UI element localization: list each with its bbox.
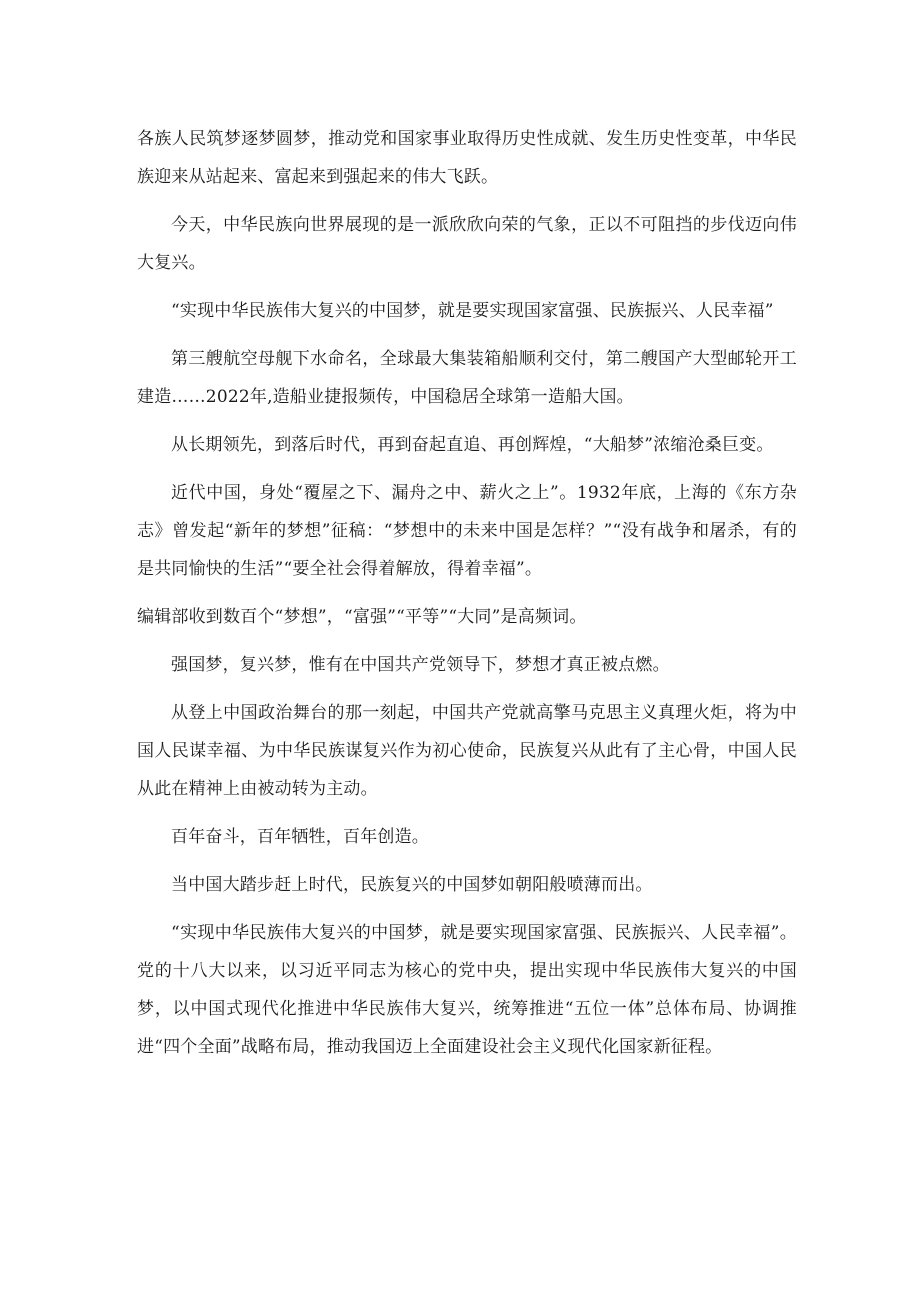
paragraph-8: 强国梦，复兴梦，惟有在中国共产党领导下，梦想才真正被点燃。 <box>171 655 670 675</box>
paragraph-1: 各族人民筑梦逐梦圆梦，推动党和国家事业取得历史性成就、发生历史性变革，中华民族迎来从站起来、富起来到强起来的伟大飞跃。 <box>137 129 797 187</box>
document-body <box>137 120 797 1076</box>
paragraph-2: 今天，中华民族向世界展现的是一派欣欣向荣的气象，正以不可阻挡的步伐迈向伟大复兴。 <box>137 215 797 273</box>
paragraph-7: 编辑部收到数百个“梦想”，“富强”“平等”“大同”是高频词。 <box>137 607 587 627</box>
paragraph-3: “实现中华民族伟大复兴的中国梦，就是要实现国家富强、民族振兴、人民幸福” <box>171 301 774 321</box>
paragraph-9: 从登上中国政治舞台的那一刻起，中国共产党就高擎马克思主义真理火炬，将为中国人民谋幸福、为中华民族谋复兴作为初心使命，民族复兴从此有了主心骨，中国人民从此在精神上由被动转为主动。 <box>137 703 797 799</box>
paragraph-6: 近代中国，身处“覆屋之下、漏舟之中、薪火之上”。1932年底，上海的《东方杂志》曾发起“新年的梦想”征稿：“梦想中的未来中国是怎样？”“没有战争和屠杀，有的是共同愉快的生活”“要全社会得着解放，得着幸福”。 <box>137 483 797 579</box>
paragraph-4: 第三艘航空母舰下水命名，全球最大集装箱船顺利交付，第二艘国产大型邮轮开工建造……2022年,造船业捷报频传，中国稳居全球第一造船大国。 <box>137 349 797 407</box>
paragraph-5: 从长期领先，到落后时代，再到奋起直追、再创辉煌，“大船梦”浓缩沧桑巨变。 <box>171 435 774 455</box>
paragraph-10: 百年奋斗，百年牺牲，百年创造。 <box>171 827 429 847</box>
paragraph-11: 当中国大踏步赶上时代，民族复兴的中国梦如朝阳般喷薄而出。 <box>171 875 653 895</box>
paragraph-12: “实现中华民族伟大复兴的中国梦，就是要实现国家富强、民族振兴、人民幸福”。党的十八大以来，以习近平同志为核心的党中央，提出实现中华民族伟大复兴的中国梦，以中国式现代化推进中华民族伟大复兴，统筹推进“五位一体”总体布局、协调推进“四个全面”战略布局，推动我国迈上全面建设社会主义现代化国家新征程。 <box>137 923 797 1057</box>
